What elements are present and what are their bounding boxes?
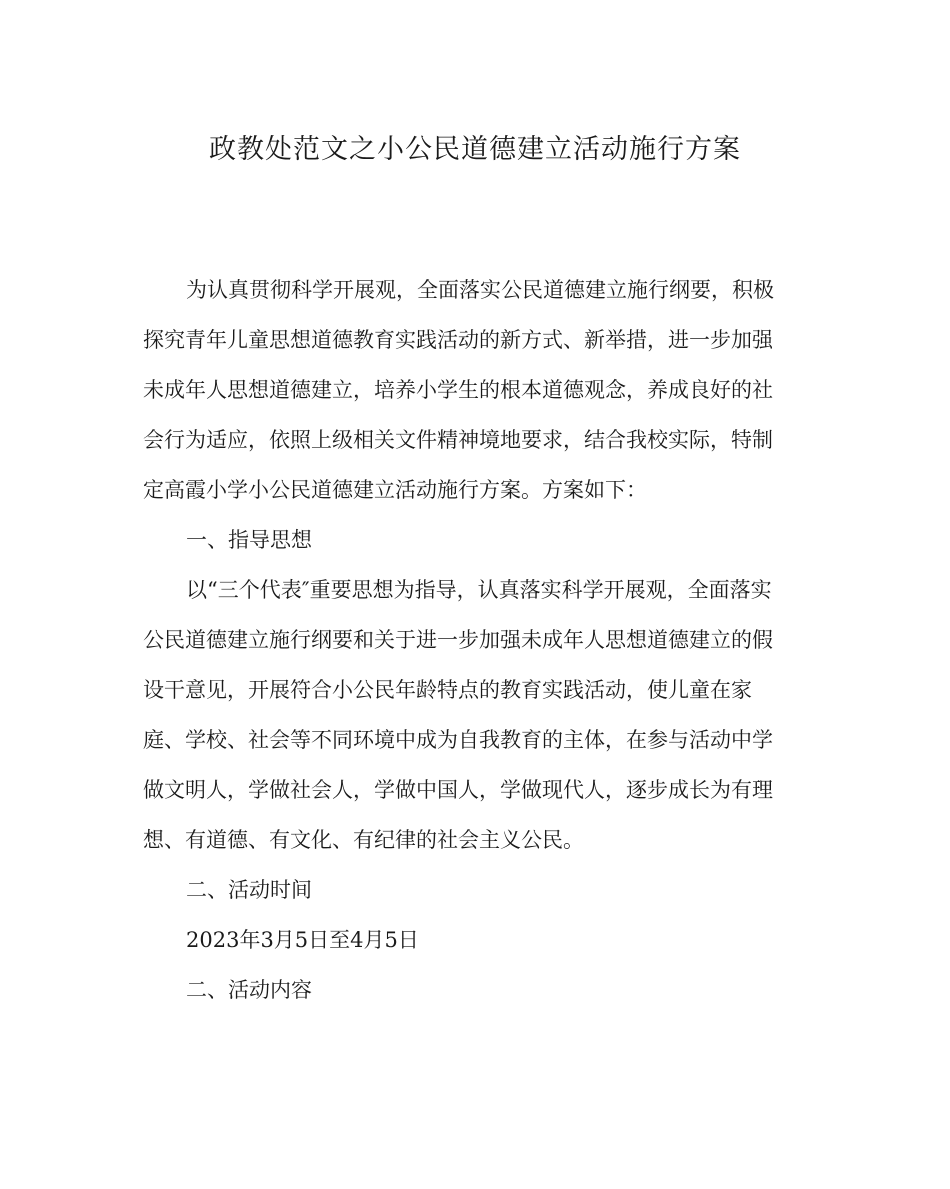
paragraph-line: 设干意见，开展符合小公民年龄特点的教育实践活动，使儿童在家: [143, 678, 752, 702]
section-heading-activity-time: 二、活动时间: [186, 878, 312, 902]
section-heading-activity-content: 二、活动内容: [186, 978, 312, 1002]
paragraph-line: 做文明人，学做社会人，学做中国人，学做现代人，逐步成长为有理: [143, 778, 773, 802]
section-heading-guiding-thought: 一、指导思想: [186, 528, 312, 552]
paragraph-line: 公民道德建立施行纲要和关于进一步加强未成年人思想道德建立的假: [143, 628, 773, 652]
activity-date-range: 2023年3月5日至4月5日: [186, 928, 419, 952]
paragraph-line: 探究青年儿童思想道德教育实践活动的新方式、新举措，进一步加强: [143, 328, 773, 352]
paragraph-line: 想、有道德、有文化、有纪律的社会主义公民。: [143, 828, 584, 852]
paragraph-line: 庭、学校、社会等不同环境中成为自我教育的主体，在参与活动中学: [143, 728, 773, 752]
paragraph-line: 会行为适应，依照上级相关文件精神境地要求，结合我校实际，特制: [143, 428, 773, 452]
document-title: 政教处范文之小公民道德建立活动施行方案: [209, 134, 741, 165]
paragraph-line: 定高霞小学小公民道德建立活动施行方案。方案如下：: [143, 478, 647, 502]
document-body: [143, 265, 813, 1015]
paragraph-line: 以“三个代表″重要思想为指导，认真落实科学开展观，全面落实: [186, 578, 772, 602]
paragraph-line: 未成年人思想道德建立，培养小学生的根本道德观念，养成良好的社: [143, 378, 773, 402]
paragraph-line: 为认真贯彻科学开展观，全面落实公民道德建立施行纲要，积极: [186, 278, 774, 302]
